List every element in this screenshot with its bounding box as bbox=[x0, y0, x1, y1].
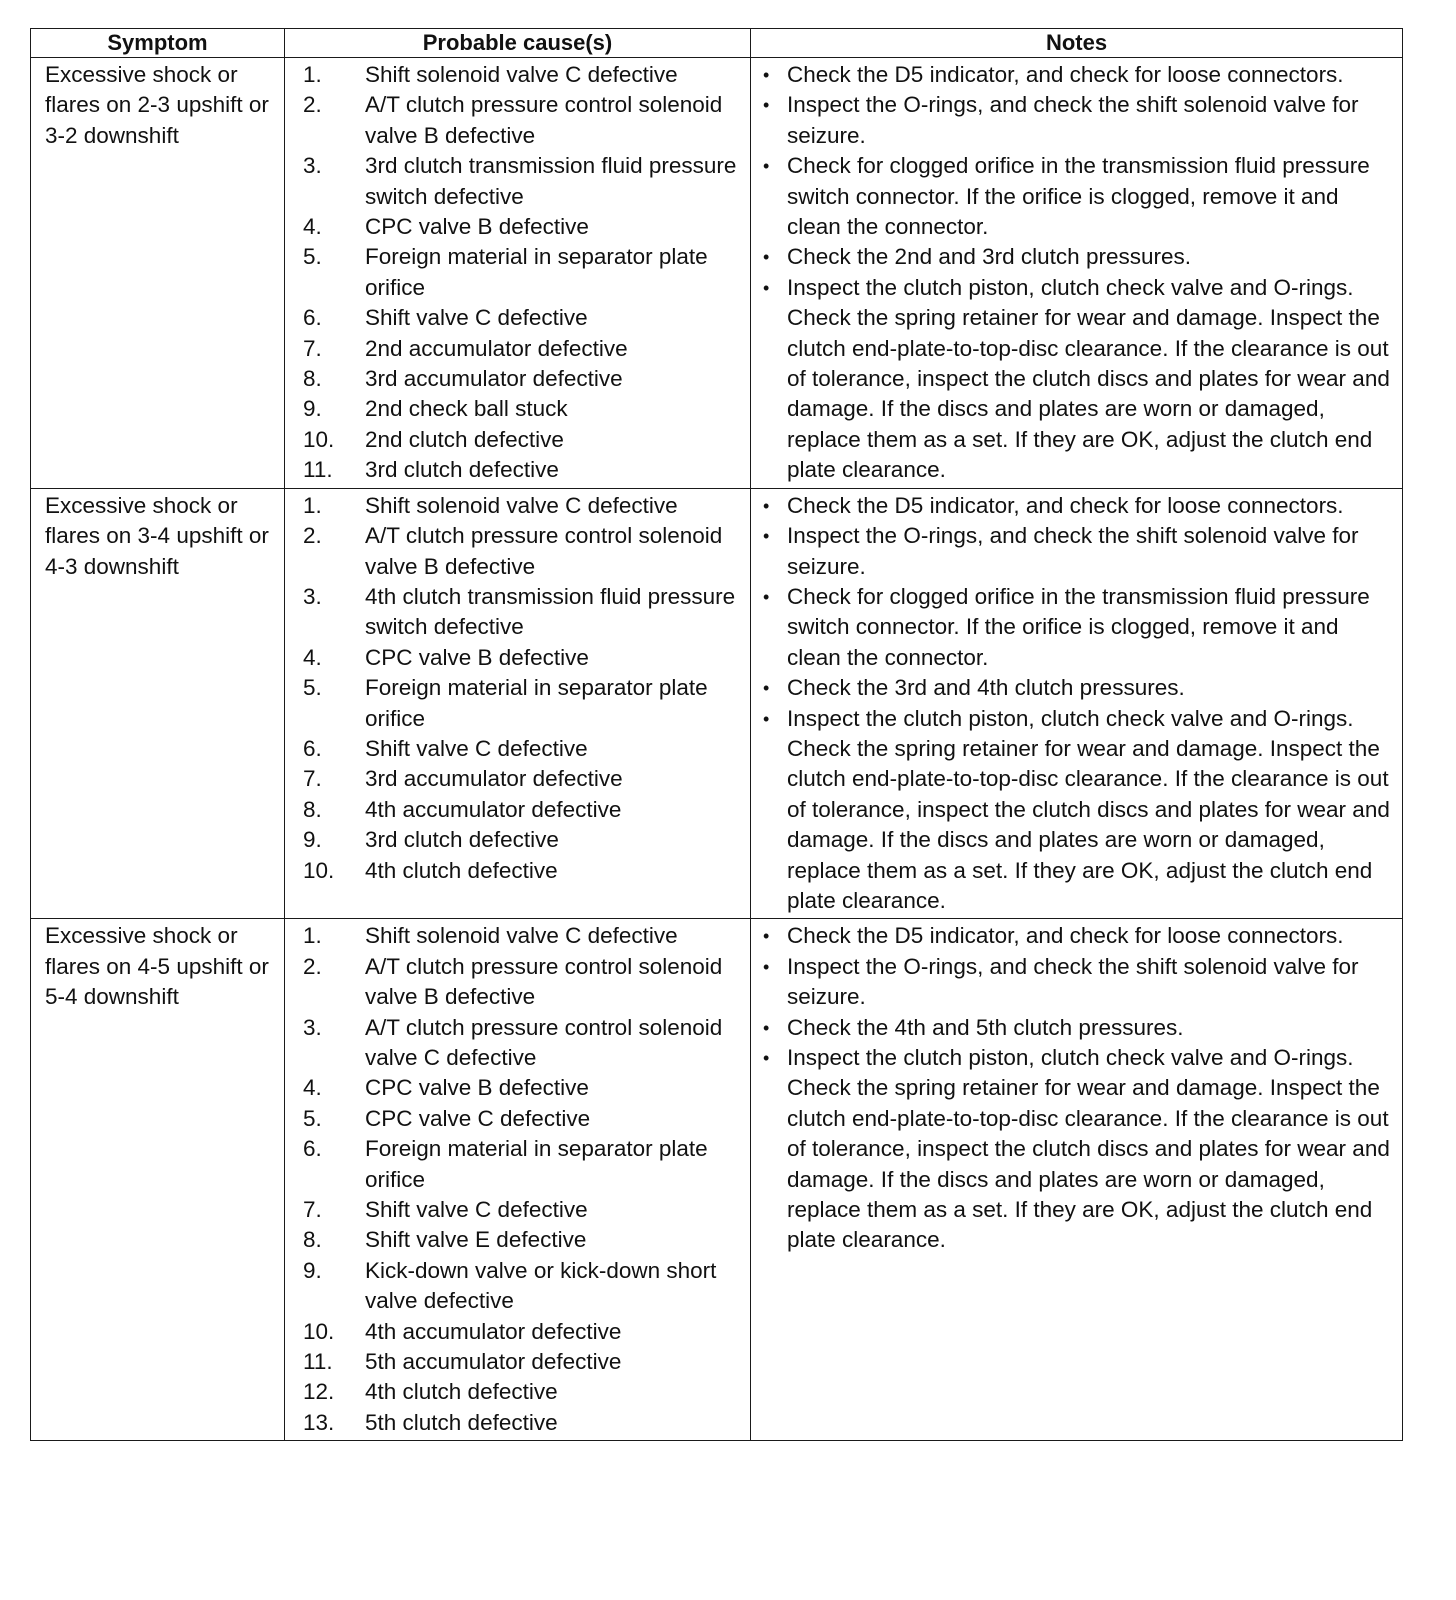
cause-text: A/T clutch pressure control solenoid valve B defective bbox=[365, 523, 723, 579]
header-probable-causes: Probable cause(s) bbox=[285, 29, 751, 58]
cause-number: 9. bbox=[303, 1257, 322, 1283]
cause-item bbox=[303, 1134, 744, 1195]
cause-number: 3. bbox=[303, 153, 322, 179]
cause-number: 10. bbox=[303, 1318, 335, 1344]
causes-cell bbox=[285, 919, 751, 1441]
bullet-icon: • bbox=[763, 586, 770, 607]
cause-number: 8. bbox=[303, 1227, 322, 1253]
cause-text: 3rd clutch defective bbox=[365, 827, 559, 853]
cause-number: 4. bbox=[303, 644, 322, 670]
cause-text: 4th clutch defective bbox=[365, 857, 558, 883]
cause-text: CPC valve B defective bbox=[365, 214, 589, 240]
bullet-icon: • bbox=[763, 156, 770, 177]
bullet-icon: • bbox=[763, 495, 770, 516]
cause-number: 2. bbox=[303, 523, 322, 549]
cause-item bbox=[303, 303, 744, 333]
cause-text: A/T clutch pressure control solenoid valve C defective bbox=[365, 1014, 723, 1070]
cause-number: 3. bbox=[303, 1014, 322, 1040]
cause-text: Shift solenoid valve C defective bbox=[365, 492, 678, 518]
note-text: Check for clogged orifice in the transmission fluid pressure switch connector. If the orifice is clogged, remove it and clean the connector. bbox=[787, 153, 1370, 240]
note-text: Check the 4th and 5th clutch pressures. bbox=[787, 1014, 1184, 1040]
cause-text: 3rd accumulator defective bbox=[365, 766, 623, 792]
cause-item bbox=[303, 952, 744, 1013]
cause-item bbox=[303, 60, 744, 90]
bullet-icon: • bbox=[763, 678, 770, 699]
cause-number: 6. bbox=[303, 1136, 322, 1162]
note-text: Check the D5 indicator, and check for loose connectors. bbox=[787, 923, 1344, 949]
cause-text: 2nd check ball stuck bbox=[365, 396, 568, 422]
note-item bbox=[763, 1013, 1396, 1043]
header-symptom: Symptom bbox=[31, 29, 285, 58]
cause-item bbox=[303, 1195, 744, 1225]
cause-number: 6. bbox=[303, 305, 322, 331]
note-text: Check the 2nd and 3rd clutch pressures. bbox=[787, 244, 1191, 270]
symptom-cell: Excessive shock or flares on 3-4 upshift or 4-3 downshift bbox=[31, 488, 285, 919]
cause-number: 11. bbox=[303, 1349, 333, 1375]
causes-cell bbox=[285, 488, 751, 919]
cause-text: 3rd clutch defective bbox=[365, 457, 559, 483]
table-row bbox=[31, 488, 1403, 919]
cause-number: 9. bbox=[303, 827, 322, 853]
cause-item bbox=[303, 825, 744, 855]
cause-item bbox=[303, 795, 744, 825]
cause-item bbox=[303, 1013, 744, 1074]
cause-item bbox=[303, 334, 744, 364]
cause-number: 11. bbox=[303, 457, 333, 483]
cause-item bbox=[303, 212, 744, 242]
note-item bbox=[763, 273, 1396, 486]
bullet-icon: • bbox=[763, 95, 770, 116]
cause-number: 10. bbox=[303, 857, 335, 883]
cause-item bbox=[303, 1225, 744, 1255]
cause-text: Shift valve E defective bbox=[365, 1227, 587, 1253]
cause-item bbox=[303, 1317, 744, 1347]
causes-cell bbox=[285, 58, 751, 489]
troubleshooting-table bbox=[30, 28, 1403, 1441]
cause-item bbox=[303, 673, 744, 734]
cause-text: A/T clutch pressure control solenoid valve B defective bbox=[365, 92, 723, 148]
note-item bbox=[763, 90, 1396, 151]
note-item bbox=[763, 952, 1396, 1013]
cause-item bbox=[303, 921, 744, 951]
cause-item bbox=[303, 151, 744, 212]
cause-number: 4. bbox=[303, 1075, 322, 1101]
bullet-icon: • bbox=[763, 926, 770, 947]
cause-item bbox=[303, 90, 744, 151]
cause-number: 1. bbox=[303, 492, 322, 518]
cause-text: A/T clutch pressure control solenoid valve B defective bbox=[365, 953, 723, 1010]
bullet-icon: • bbox=[763, 247, 770, 268]
note-text: Check the D5 indicator, and check for loose connectors. bbox=[787, 62, 1344, 87]
note-text: Inspect the clutch piston, clutch check valve and O-rings. Check the spring retainer for wear and damage. Inspect the clutch end-plate-to-top-disc clearance. If the clearance is out of tolerance, inspect the clutch discs and plates for wear and damage. If the discs and plates are worn or damaged, replace them as a set. If they are OK, adjust the clutch end plate clearance. bbox=[787, 1045, 1390, 1253]
bullet-icon: • bbox=[763, 277, 770, 298]
cause-text: Foreign material in separator plate orifice bbox=[365, 244, 708, 300]
table-body bbox=[31, 58, 1403, 1441]
bullet-icon: • bbox=[763, 956, 770, 977]
cause-item bbox=[303, 521, 744, 582]
bullet-icon: • bbox=[763, 1048, 770, 1068]
cause-number: 2. bbox=[303, 953, 322, 979]
cause-item bbox=[303, 242, 744, 303]
cause-text: Shift valve C defective bbox=[365, 305, 588, 331]
note-item bbox=[763, 242, 1396, 272]
bullet-icon: • bbox=[763, 1017, 770, 1038]
cause-number: 5. bbox=[303, 675, 322, 701]
bullet-icon: • bbox=[763, 526, 770, 547]
cause-text: 5th accumulator defective bbox=[365, 1349, 622, 1375]
note-text: Inspect the O-rings, and check the shift solenoid valve for seizure. bbox=[787, 92, 1359, 148]
cause-number: 9. bbox=[303, 396, 322, 422]
cause-text: 4th accumulator defective bbox=[365, 796, 622, 822]
cause-text: 2nd accumulator defective bbox=[365, 335, 628, 361]
cause-number: 7. bbox=[303, 766, 322, 792]
cause-item bbox=[303, 764, 744, 794]
cause-item bbox=[303, 1256, 744, 1317]
table-row bbox=[31, 919, 1403, 1441]
cause-text: CPC valve B defective bbox=[365, 1075, 589, 1101]
cause-item bbox=[303, 394, 744, 424]
note-item bbox=[763, 60, 1396, 90]
cause-text: CPC valve B defective bbox=[365, 644, 589, 670]
cause-number: 7. bbox=[303, 335, 322, 361]
cause-number: 1. bbox=[303, 62, 322, 87]
header-row bbox=[31, 29, 1403, 58]
note-item bbox=[763, 491, 1396, 521]
cause-number: 13. bbox=[303, 1409, 335, 1435]
note-text: Inspect the clutch piston, clutch check valve and O-rings. Check the spring retainer for wear and damage. Inspect the clutch end-plate-to-top-disc clearance. If the clearance is out of tolerance, inspect the clutch discs and plates for wear and damage. If the discs and plates are worn or damaged, replace them as a set. If they are OK, adjust the clutch end plate clearance. bbox=[787, 705, 1390, 913]
cause-number: 10. bbox=[303, 426, 335, 452]
cause-number: 5. bbox=[303, 244, 322, 270]
note-item bbox=[763, 673, 1396, 703]
note-item bbox=[763, 921, 1396, 951]
cause-text: Shift solenoid valve C defective bbox=[365, 62, 678, 87]
cause-number: 3. bbox=[303, 583, 322, 609]
cause-item bbox=[303, 1104, 744, 1134]
note-item bbox=[763, 582, 1396, 673]
table-row bbox=[31, 58, 1403, 489]
cause-text: 2nd clutch defective bbox=[365, 426, 564, 452]
cause-item bbox=[303, 1073, 744, 1103]
cause-item bbox=[303, 364, 744, 394]
cause-number: 8. bbox=[303, 796, 322, 822]
notes-cell bbox=[751, 488, 1403, 919]
cause-text: Shift valve C defective bbox=[365, 1197, 588, 1223]
cause-number: 7. bbox=[303, 1197, 322, 1223]
cause-item bbox=[303, 856, 744, 886]
note-text: Inspect the O-rings, and check the shift solenoid valve for seizure. bbox=[787, 523, 1359, 579]
cause-item bbox=[303, 1408, 744, 1438]
cause-text: Shift solenoid valve C defective bbox=[365, 923, 678, 949]
cause-item bbox=[303, 582, 744, 643]
cause-number: 2. bbox=[303, 92, 322, 118]
cause-text: Kick-down valve or kick-down short valve defective bbox=[365, 1257, 717, 1314]
note-item bbox=[763, 521, 1396, 582]
cause-text: Shift valve C defective bbox=[365, 735, 588, 761]
notes-cell bbox=[751, 919, 1403, 1441]
cause-number: 8. bbox=[303, 366, 322, 392]
cause-item bbox=[303, 1347, 744, 1377]
note-text: Check the 3rd and 4th clutch pressures. bbox=[787, 675, 1185, 701]
notes-cell bbox=[751, 58, 1403, 489]
bullet-icon: • bbox=[763, 708, 770, 729]
cause-item bbox=[303, 455, 744, 485]
note-text: Check for clogged orifice in the transmission fluid pressure switch connector. If the orifice is clogged, remove it and clean the connector. bbox=[787, 583, 1370, 670]
cause-text: 5th clutch defective bbox=[365, 1409, 558, 1435]
cause-text: Foreign material in separator plate orifice bbox=[365, 1136, 708, 1192]
cause-text: 3rd accumulator defective bbox=[365, 366, 623, 392]
cause-text: CPC valve C defective bbox=[365, 1105, 591, 1131]
cause-item bbox=[303, 425, 744, 455]
note-text: Inspect the clutch piston, clutch check valve and O-rings. Check the spring retainer for wear and damage. Inspect the clutch end-plate-to-top-disc clearance. If the clearance is out of tolerance, inspect the clutch discs and plates for wear and damage. If the discs and plates are worn or damaged, replace them as a set. If they are OK, adjust the clutch end plate clearance. bbox=[787, 274, 1390, 483]
bullet-icon: • bbox=[763, 65, 770, 85]
cause-number: 1. bbox=[303, 923, 322, 949]
note-text: Check the D5 indicator, and check for loose connectors. bbox=[787, 492, 1344, 518]
symptom-cell: Excessive shock or flares on 4-5 upshift or 5-4 downshift bbox=[31, 919, 285, 1441]
cause-text: 3rd clutch transmission fluid pressure switch defective bbox=[365, 153, 737, 209]
cause-text: 4th clutch defective bbox=[365, 1379, 558, 1405]
cause-number: 5. bbox=[303, 1105, 322, 1131]
cause-number: 6. bbox=[303, 735, 322, 761]
symptom-cell: Excessive shock or flares on 2-3 upshift or 3-2 downshift bbox=[31, 58, 285, 489]
note-text: Inspect the O-rings, and check the shift solenoid valve for seizure. bbox=[787, 953, 1359, 1010]
cause-number: 12. bbox=[303, 1379, 335, 1405]
header-notes: Notes bbox=[751, 29, 1403, 58]
cause-item bbox=[303, 643, 744, 673]
cause-text: 4th clutch transmission fluid pressure switch defective bbox=[365, 583, 736, 640]
cause-text: Foreign material in separator plate orifice bbox=[365, 675, 708, 731]
cause-item bbox=[303, 734, 744, 764]
note-item bbox=[763, 704, 1396, 917]
note-item bbox=[763, 1043, 1396, 1256]
cause-number: 4. bbox=[303, 214, 322, 240]
cause-item bbox=[303, 491, 744, 521]
cause-item bbox=[303, 1377, 744, 1407]
cause-text: 4th accumulator defective bbox=[365, 1318, 622, 1344]
note-item bbox=[763, 151, 1396, 242]
